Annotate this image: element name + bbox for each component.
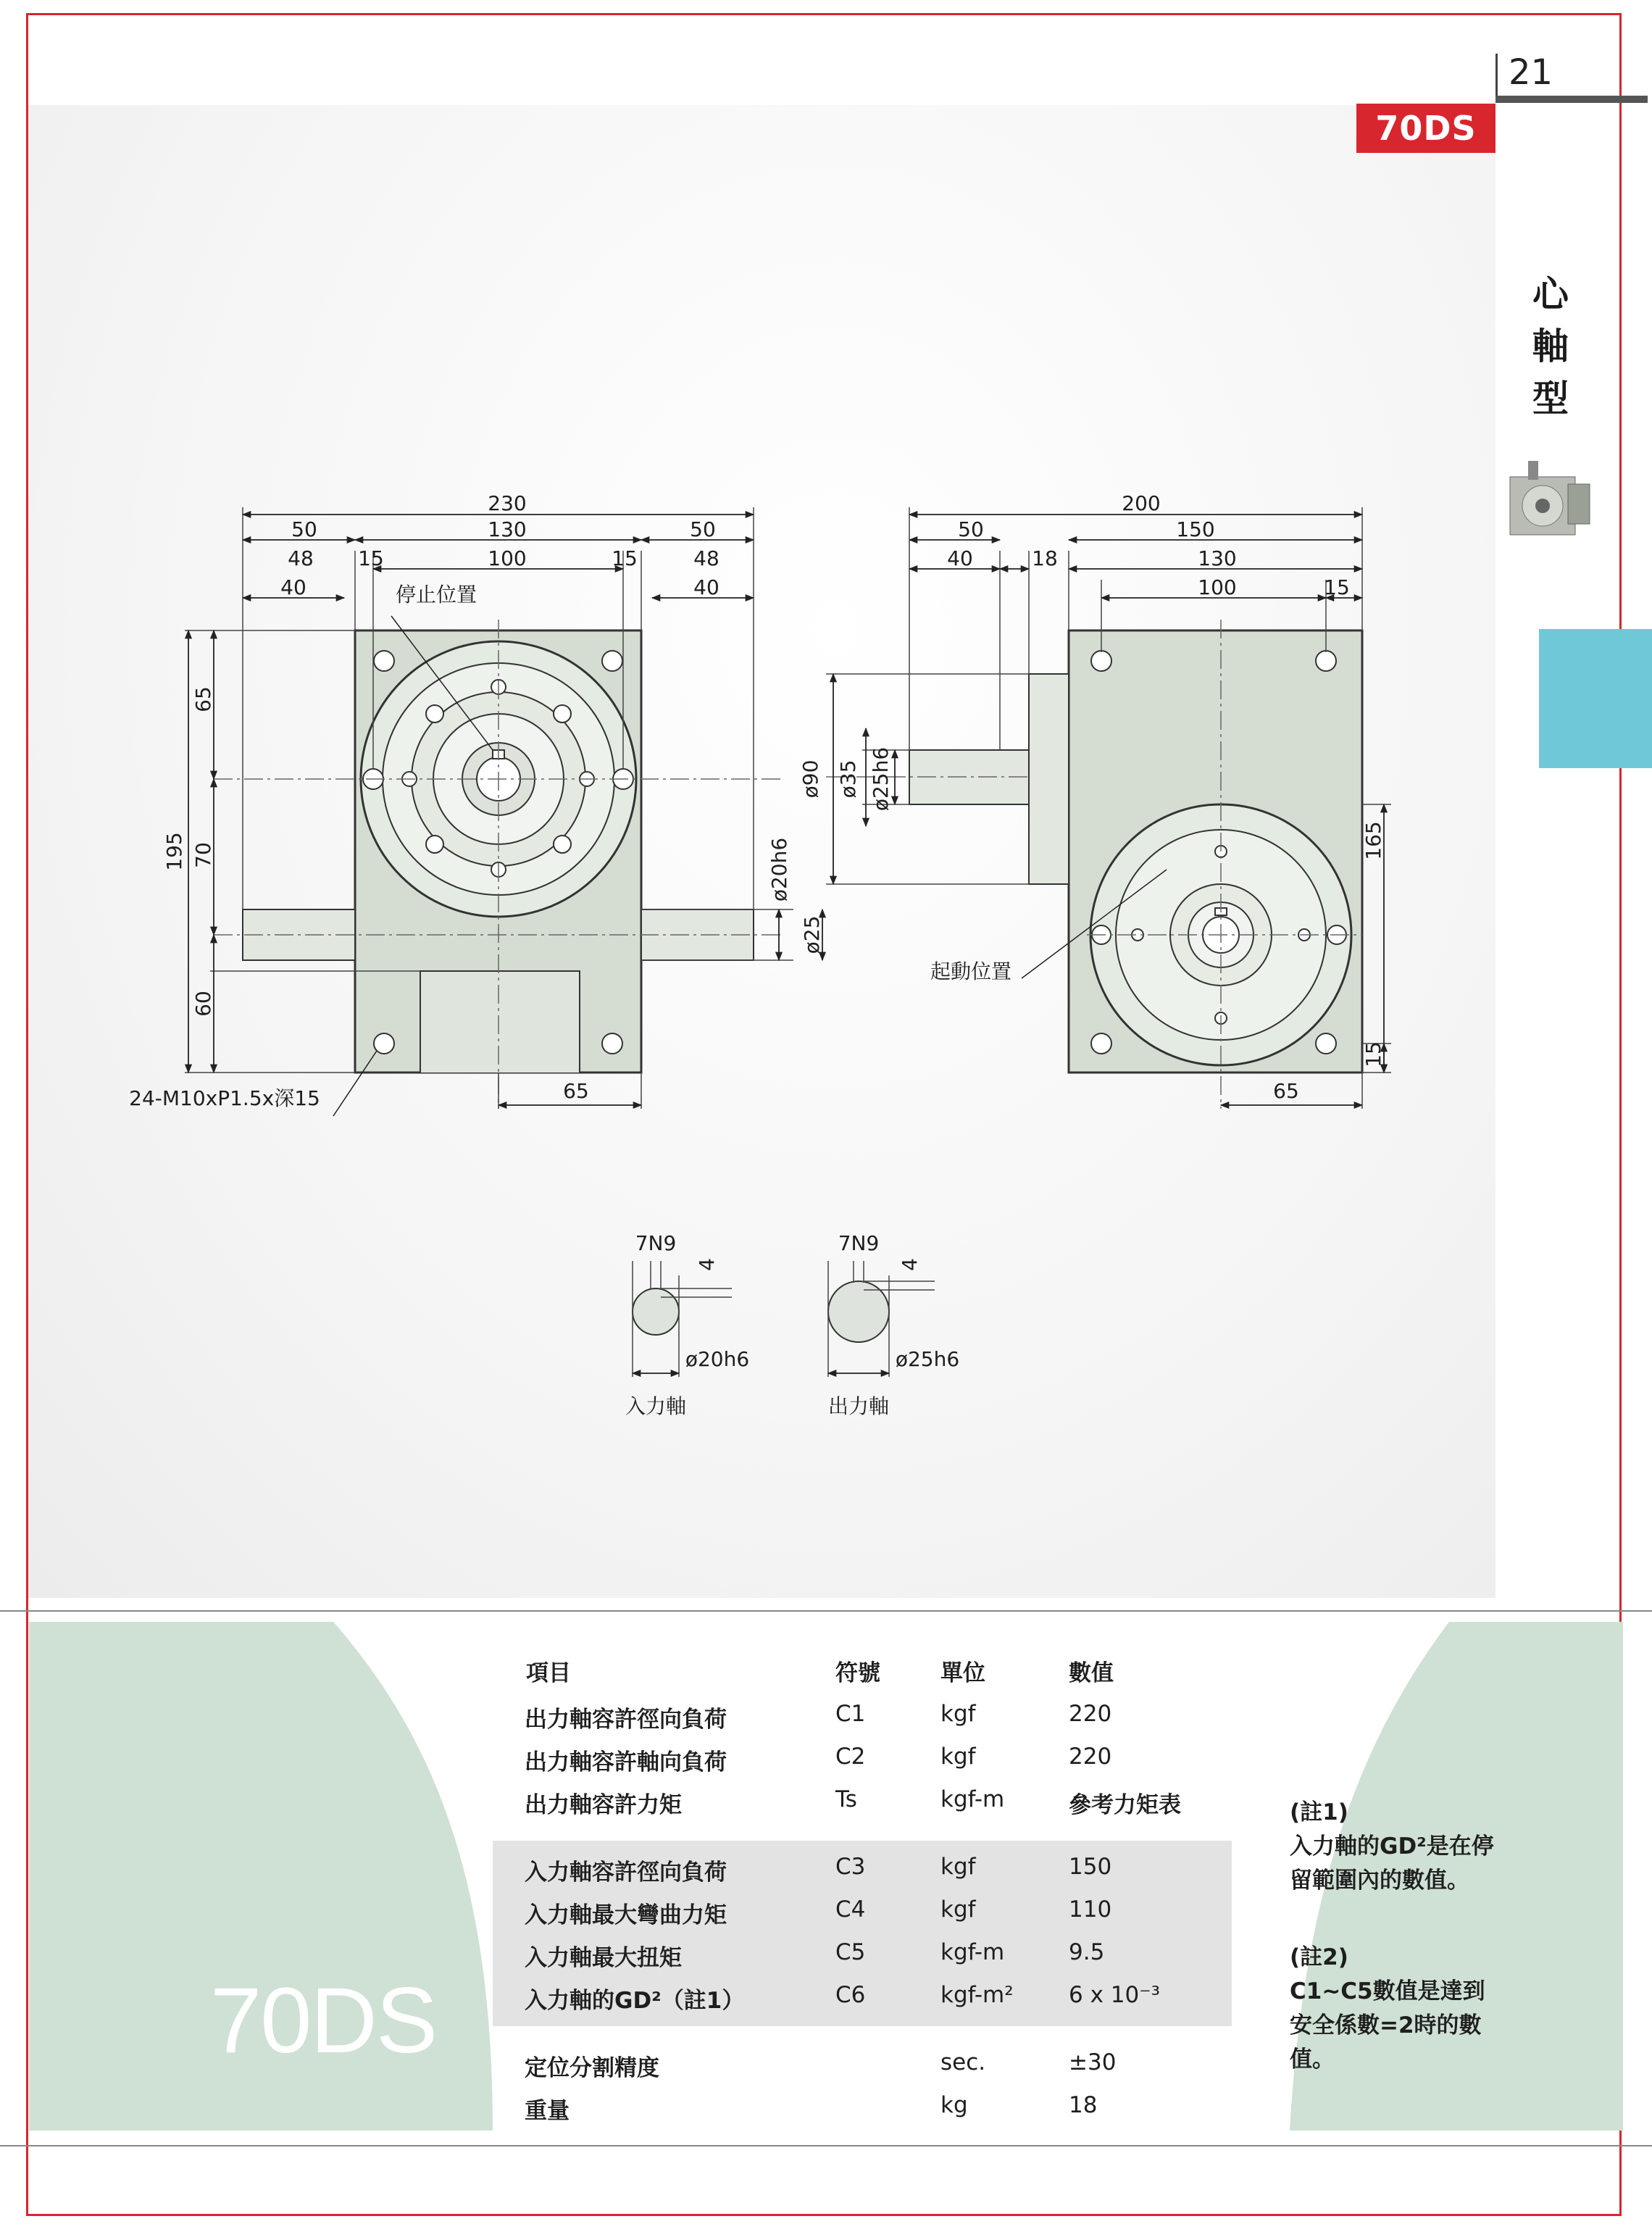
row-c2-unit: kgf — [940, 1744, 976, 1770]
note1-title: (註1) — [1290, 1799, 1348, 1825]
front-dim-70: 70 — [191, 842, 215, 868]
side-dim-65-bottom: 65 — [1273, 1079, 1299, 1103]
row-c5-symbol: C5 — [835, 1939, 866, 1965]
key-input-depth: 4 — [695, 1258, 719, 1271]
note2-line3: 值。 — [1290, 2046, 1335, 2073]
category-label — [1529, 268, 1572, 425]
row-weight-value: 18 — [1069, 2092, 1098, 2118]
side-dim-200: 200 — [1122, 491, 1161, 515]
header-unit: 單位 — [940, 1660, 985, 1686]
front-dim-48-right: 48 — [693, 546, 719, 570]
row-ts-unit: kgf-m — [940, 1786, 1005, 1812]
model-tab: 70DS — [1356, 104, 1495, 153]
row-c5-value: 9.5 — [1069, 1939, 1105, 1965]
category-char-3: 型 — [1532, 378, 1569, 420]
row-accuracy-item: 定位分割精度 — [525, 2055, 659, 2081]
front-dim-40-left: 40 — [280, 575, 306, 599]
front-dim-65-left: 65 — [191, 686, 215, 712]
section-color-tab — [1539, 629, 1652, 768]
row-c5-unit: kgf-m — [940, 1939, 1005, 1965]
row-c1-unit: kgf — [940, 1701, 976, 1727]
row-ts-item: 出力軸容許力矩 — [525, 1792, 682, 1818]
page-rule-tick — [1495, 54, 1498, 99]
big-model-label: 70DS — [210, 1969, 437, 2073]
front-dim-48-left: 48 — [288, 546, 314, 570]
note1-line2: 留範圍內的數值。 — [1290, 1867, 1469, 1894]
side-dim-40: 40 — [947, 546, 973, 570]
row-ts-symbol: Ts — [835, 1786, 857, 1812]
front-dim-50-right: 50 — [690, 517, 716, 541]
product-thumbnail-image — [1503, 455, 1595, 539]
row-c5-item: 入力軸最大扭矩 — [525, 1945, 682, 1971]
header-symbol: 符號 — [835, 1660, 880, 1686]
side-dim-50: 50 — [958, 517, 984, 541]
row-c4-item: 入力軸最大彎曲力矩 — [525, 1902, 727, 1928]
header-value: 數值 — [1069, 1660, 1114, 1686]
key-output-7n9: 7N9 — [838, 1231, 880, 1255]
row-c1-symbol: C1 — [835, 1701, 866, 1727]
row-weight-item: 重量 — [525, 2098, 570, 2124]
front-dim-195: 195 — [162, 832, 186, 871]
note1-line1: 入力軸的GD²是在停 — [1290, 1833, 1494, 1860]
side-dim-15-right: 15 — [1361, 1041, 1385, 1067]
row-c6-item: 入力軸的GD²（註1） — [525, 1988, 745, 2014]
key-output-dia: ø25h6 — [895, 1347, 960, 1371]
key-input-label: 入力軸 — [625, 1394, 687, 1418]
category-char-1: 心 — [1532, 273, 1569, 315]
note2-line2: 安全係數=2時的數 — [1290, 2012, 1482, 2039]
row-c6-unit: kgf-m² — [940, 1982, 1014, 2008]
note2-line1: C1~C5數值是達到 — [1290, 1978, 1485, 2004]
row-weight-unit: kg — [940, 2092, 968, 2118]
row-c4-unit: kgf — [940, 1896, 976, 1923]
key-output-depth: 4 — [898, 1258, 922, 1271]
front-dim-130: 130 — [488, 517, 527, 541]
row-c3-unit: kgf — [940, 1854, 976, 1880]
front-dim-25: ø25 — [800, 915, 824, 954]
front-dim-50-left: 50 — [291, 517, 317, 541]
thread-label: 24-M10xP1.5x深15 — [129, 1086, 320, 1110]
front-dim-230: 230 — [488, 491, 527, 515]
row-c1-value: 220 — [1069, 1701, 1112, 1727]
spec-top-rule — [0, 1610, 1652, 1612]
side-dim-18: 18 — [1032, 546, 1058, 570]
category-char-2: 軸 — [1532, 325, 1569, 367]
row-c2-value: 220 — [1069, 1744, 1112, 1770]
page-number: 21 — [1509, 52, 1553, 93]
row-accuracy-unit: sec. — [940, 2049, 986, 2075]
row-c3-item: 入力軸容許徑向負荷 — [525, 1860, 727, 1886]
side-dim-130: 130 — [1198, 546, 1237, 570]
front-dim-60: 60 — [191, 991, 215, 1017]
row-c4-symbol: C4 — [835, 1896, 866, 1923]
note2-title: (註2) — [1290, 1944, 1348, 1970]
row-c6-symbol: C6 — [835, 1982, 866, 2008]
row-c3-value: 150 — [1069, 1854, 1112, 1880]
row-c2-item: 出力軸容許軸向負荷 — [525, 1749, 727, 1775]
start-position-label: 起動位置 — [930, 959, 1012, 983]
key-input-7n9: 7N9 — [635, 1231, 677, 1255]
stop-position-label: 停止位置 — [395, 583, 477, 607]
row-c6-value: 6 x 10⁻³ — [1069, 1982, 1161, 2008]
row-c4-value: 110 — [1069, 1896, 1112, 1923]
side-dim-35: ø35 — [836, 759, 860, 799]
row-c2-symbol: C2 — [835, 1744, 866, 1770]
key-input-dia: ø20h6 — [685, 1347, 750, 1371]
side-dim-90: ø90 — [798, 759, 822, 799]
key-output-label: 出力軸 — [827, 1394, 890, 1418]
front-dim-100: 100 — [488, 546, 527, 570]
front-dim-15-right: 15 — [612, 546, 638, 570]
page-rule — [1495, 96, 1648, 103]
front-dim-15-left: 15 — [358, 546, 384, 570]
header-item: 項目 — [526, 1660, 571, 1686]
side-dim-165: 165 — [1361, 821, 1385, 860]
spec-bottom-rule — [0, 2145, 1652, 2146]
row-c1-item: 出力軸容許徑向負荷 — [525, 1707, 727, 1733]
front-dim-65-bottom: 65 — [563, 1079, 589, 1103]
side-dim-25h6: ø25h6 — [869, 746, 893, 812]
side-dim-100: 100 — [1198, 575, 1237, 599]
side-dim-15: 15 — [1324, 575, 1350, 599]
front-dim-40-right: 40 — [693, 575, 719, 599]
row-accuracy-value: ±30 — [1069, 2049, 1117, 2075]
front-dim-20h6: ø20h6 — [767, 837, 791, 902]
side-dim-150: 150 — [1176, 517, 1215, 541]
row-ts-value: 參考力矩表 — [1069, 1792, 1181, 1818]
row-c3-symbol: C3 — [835, 1854, 866, 1880]
